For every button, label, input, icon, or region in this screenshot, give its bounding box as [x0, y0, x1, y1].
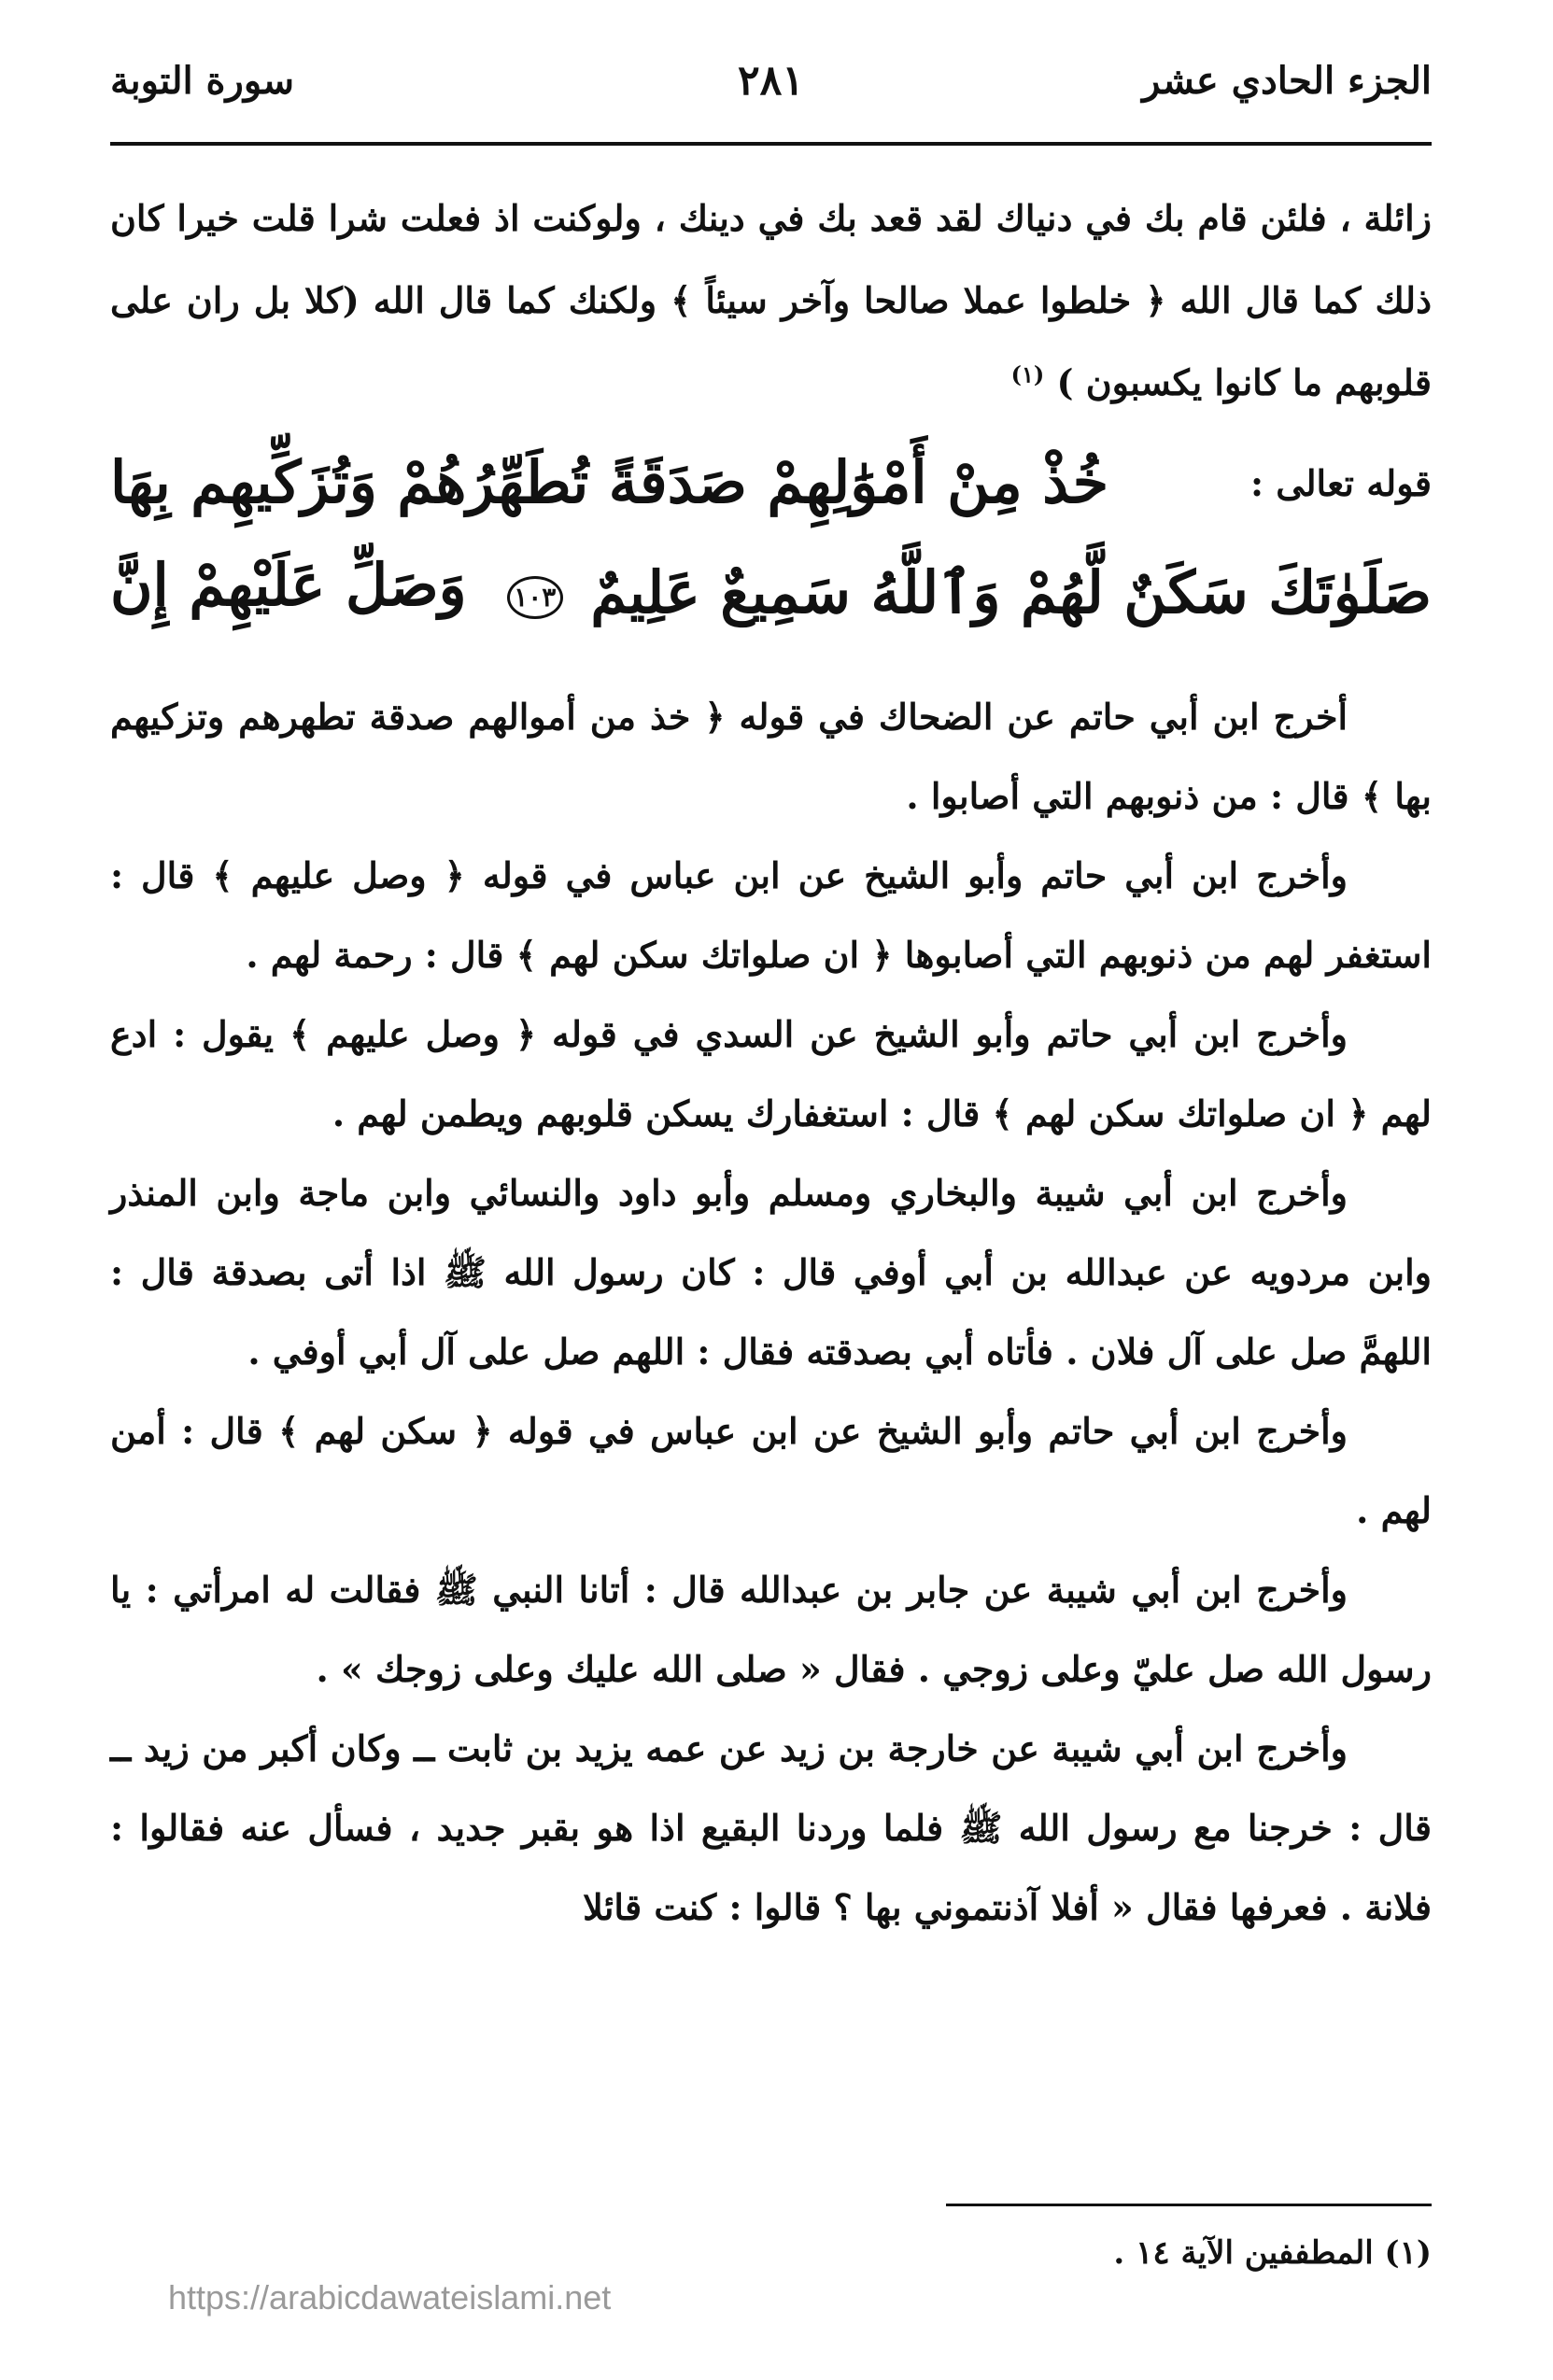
commentary-paragraph: وأخرج ابن أبي شيبة عن جابر بن عبدالله قال : أتانا النبي ﷺ فقالت له امرأتي : يا رسول الله صل عليّ وعلى زوجي . فقال « صلى الله عليك وعلى زوجك » .	[110, 1569, 1432, 1690]
quran-verse-block	[110, 431, 1432, 665]
commentary-paragraph: وأخرج ابن أبي شيبة عن خارجة بن زيد عن عمه يزيد بن ثابت ــ وكان أكبر من زيد ــ قال : خرجنا مع رسول الله ﷺ فلما وردنا البقيع اذا هو بقبر جديد ، فسأل عنه فقالوا : فلانة . فعرفها فقال « أفلا آذنتموني بها ؟ قالوا : كنت قائلا	[110, 1727, 1432, 1928]
verse-line-2	[110, 542, 1432, 644]
commentary-text	[110, 677, 1432, 1947]
watermark-url: https://arabicdawateislami.net	[168, 2278, 612, 2317]
footnote: (١) المطففين الآية ١٤ .	[1113, 2234, 1432, 2272]
commentary-paragraph: وأخرج ابن أبي حاتم وأبو الشيخ عن السدي في قوله ﴿ وصل عليهم ﴾ يقول : ادع لهم ﴿ ان صلواتك سكن لهم ﴾ قال : استغفارك يسكن قلوبهم ويطمن لهم .	[110, 1013, 1432, 1134]
commentary-paragraph: وأخرج ابن أبي شيبة والبخاري ومسلم وأبو داود والنسائي وابن ماجة وابن المنذر وابن مردويه عن عبدالله بن أبي أوفي قال : كان رسول الله ﷺ اذا أتى بصدقة قال : اللهمَّ صل على آل فلان . فأتاه أبي بصدقته فقال : اللهم صل على آل أبي أوفي .	[110, 1172, 1432, 1373]
verse-line-1: خُذْ مِنْ أَمْوَٰلِهِمْ صَدَقَةً تُطَهِّرُهُمْ وَتُزَكِّيهِم بِهَا وَصَلِّ عَلَيْهِمْ إِنَّ	[110, 448, 1109, 619]
commentary-paragraph: أخرج ابن أبي حاتم عن الضحاك في قوله ﴿ خذ من أموالهم صدقة تطهرهم وتزكيهم بها ﴾ قال : من ذنوبهم التي أصابوا .	[110, 696, 1432, 817]
verse-line-2-text: صَلَوٰتَكَ سَكَنٌ لَّهُمْ وَٱللَّهُ سَمِيعٌ عَلِيمٌ	[590, 558, 1432, 627]
verse-intro-label: قوله تعالى :	[1250, 462, 1432, 504]
page-header	[110, 49, 1432, 114]
page-number: ٢٨١	[738, 57, 804, 105]
commentary-paragraph: وأخرج ابن أبي حاتم وأبو الشيخ عن ابن عباس في قوله ﴿ سكن لهم ﴾ قال : أمن لهم .	[110, 1410, 1432, 1531]
header-divider	[110, 142, 1432, 146]
footnote-divider	[946, 2204, 1432, 2206]
footnote-reference: (١)	[1010, 360, 1045, 388]
commentary-paragraph: وأخرج ابن أبي حاتم وأبو الشيخ عن ابن عباس في قوله ﴿ وصل عليهم ﴾ قال : استغفر لهم من ذنوبهم التي أصابوها ﴿ ان صلواتك سكن لهم ﴾ قال : رحمة لهم .	[110, 854, 1432, 976]
intro-paragraph-text: زائلة ، فلئن قام بك في دنياك لقد قعد بك في دينك ، ولوكنت اذ فعلت شرا قلت خيرا كان ذلك كما قال الله ﴿ خلطوا عملا صالحا وآخر سيئاً ﴾ ولكنك كما قال الله (كلا بل ران على قلوبهم ما كانوا يكسبون )	[110, 197, 1432, 403]
part-title: الجزء الحادي عشر	[1142, 59, 1432, 103]
intro-paragraph	[110, 177, 1432, 424]
surah-title: سورة التوبة	[110, 59, 294, 103]
intro-text-block	[110, 177, 1432, 424]
ayah-number-icon: ١٠٣	[507, 576, 563, 619]
